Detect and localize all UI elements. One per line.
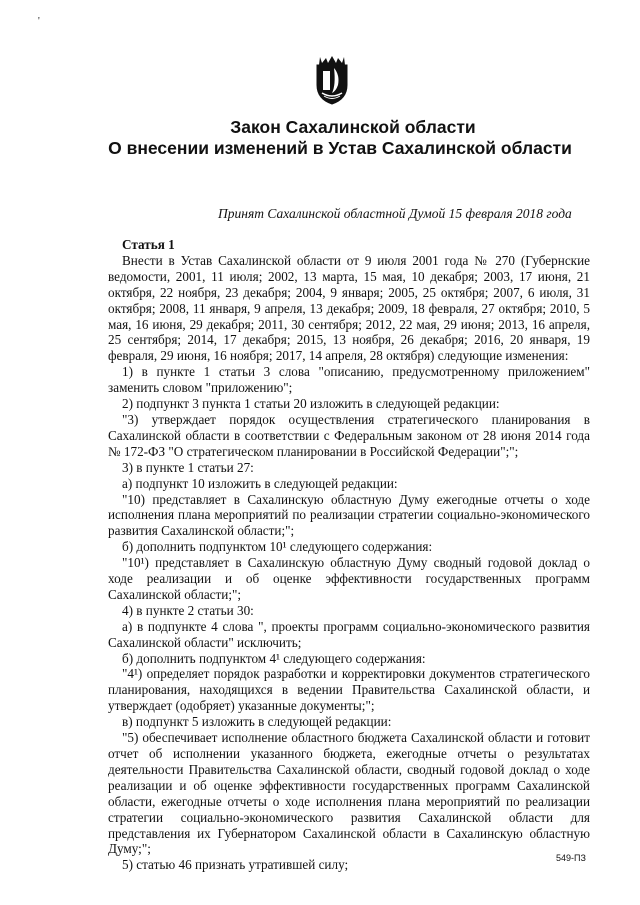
paragraph: 1) в пункте 1 статьи 3 слова "описанию, предусмотренному приложением" заменить словом "приложению"; xyxy=(108,364,590,396)
paragraph: 5) статью 46 признать утратившей силу; xyxy=(122,857,349,873)
law-title: Закон Сахалинской области xyxy=(230,117,476,137)
paragraph: "5) обеспечивает исполнение областного бюджета Сахалинской области и готовит отчет об исполнении указанного бюджета, ежегодные отчеты о результатах деятельности Правительства Сахалинской области, сводный годовой доклад о ходе реализации и об оценке эффективности государственных программ Сахалинской области, ежегодные отчеты о ходе исполнения плана мероприятий по реализации стратегии социально-экономического развития Сахалинской области для представления их Губернатором Сахалинской области в Сахалинскую областную Думу;"; xyxy=(108,730,590,857)
law-subtitle xyxy=(20,138,640,159)
corner-mark: ' xyxy=(38,16,40,27)
paragraph: "10) представляет в Сахалинскую областную Думу ежегодные отчеты о ходе исполнения плана мероприятий по реализации стратегии социально-экономического развития Сахалинской области;"; xyxy=(108,491,590,539)
paragraph: "4¹) определяет порядок разработки и корректировки документов стратегического планирования, находящихся в ведении Правительства Сахалинской области, и утверждает (одобряет) указанные документы;"; xyxy=(108,666,590,714)
adoption-note: Принят Сахалинской областной Думой 15 февраля 2018 года xyxy=(218,206,572,221)
paragraph: б) дополнить подпунктом 10¹ следующего содержания: xyxy=(122,539,433,555)
law-body xyxy=(108,237,590,873)
paragraph: Внести в Устав Сахалинской области от 9 июля 2001 года № 270 (Губернские ведомости, 2001, 11 июля; 2002, 13 марта, 15 мая, 10 декабря; 2003, 17 июня, 21 октября, 22 ноября, 23 декабря; 2004, 9 января; 2005, 25 октября; 2007, 6 июля, 31 октября; 2008, 11 января, 9 апреля, 13 декабря; 2009, 18 февраля, 27 октября; 2010, 5 мая, 16 июня, 29 декабря; 2011, 30 сентября; 2012, 22 мая, 29 июня; 2013, 16 апреля, 25 сентября; 2014, 17 декабря; 2015, 13 ноября, 26 декабря; 2016, 20 января, 19 февраля, 29 июня, 16 ноября; 2017, 14 апреля, 28 октября) следующие изменения: xyxy=(108,252,590,364)
paragraph: "10¹) представляет в Сахалинскую областную Думу сводный годовой доклад о ходе реализации и об оценке эффективности государственных программ Сахалинской области;"; xyxy=(108,555,590,602)
paragraph: 4) в пункте 2 статьи 30: xyxy=(122,602,254,618)
article-heading: Статья 1 xyxy=(122,237,175,252)
paragraph: б) дополнить подпунктом 4¹ следующего содержания: xyxy=(122,650,426,666)
law-subtitle-text: О внесении изменений в Устав Сахалинской области xyxy=(108,138,572,158)
document-code: 549-ПЗ xyxy=(556,853,586,863)
paragraph: а) подпункт 10 изложить в следующей редакции: xyxy=(122,475,398,491)
paragraph: 2) подпункт 3 пункта 1 статьи 20 изложить в следующей редакции: xyxy=(122,396,500,412)
sakhalin-coat-of-arms-icon xyxy=(314,55,350,105)
paragraph: 3) в пункте 1 статьи 27: xyxy=(122,459,254,475)
paragraph: "3) утверждает порядок осуществления стратегического планирования в Сахалинской области в соответствии с Федеральным законом от 28 июня 2014 года № 172-ФЗ "О стратегическом планировании в Российской Федерации";"; xyxy=(108,411,590,459)
paragraph: а) в подпункте 4 слова ", проекты программ социально-экономического развития Сахалинской области" исключить; xyxy=(108,618,590,650)
paragraph: в) подпункт 5 изложить в следующей редакции: xyxy=(122,714,392,730)
